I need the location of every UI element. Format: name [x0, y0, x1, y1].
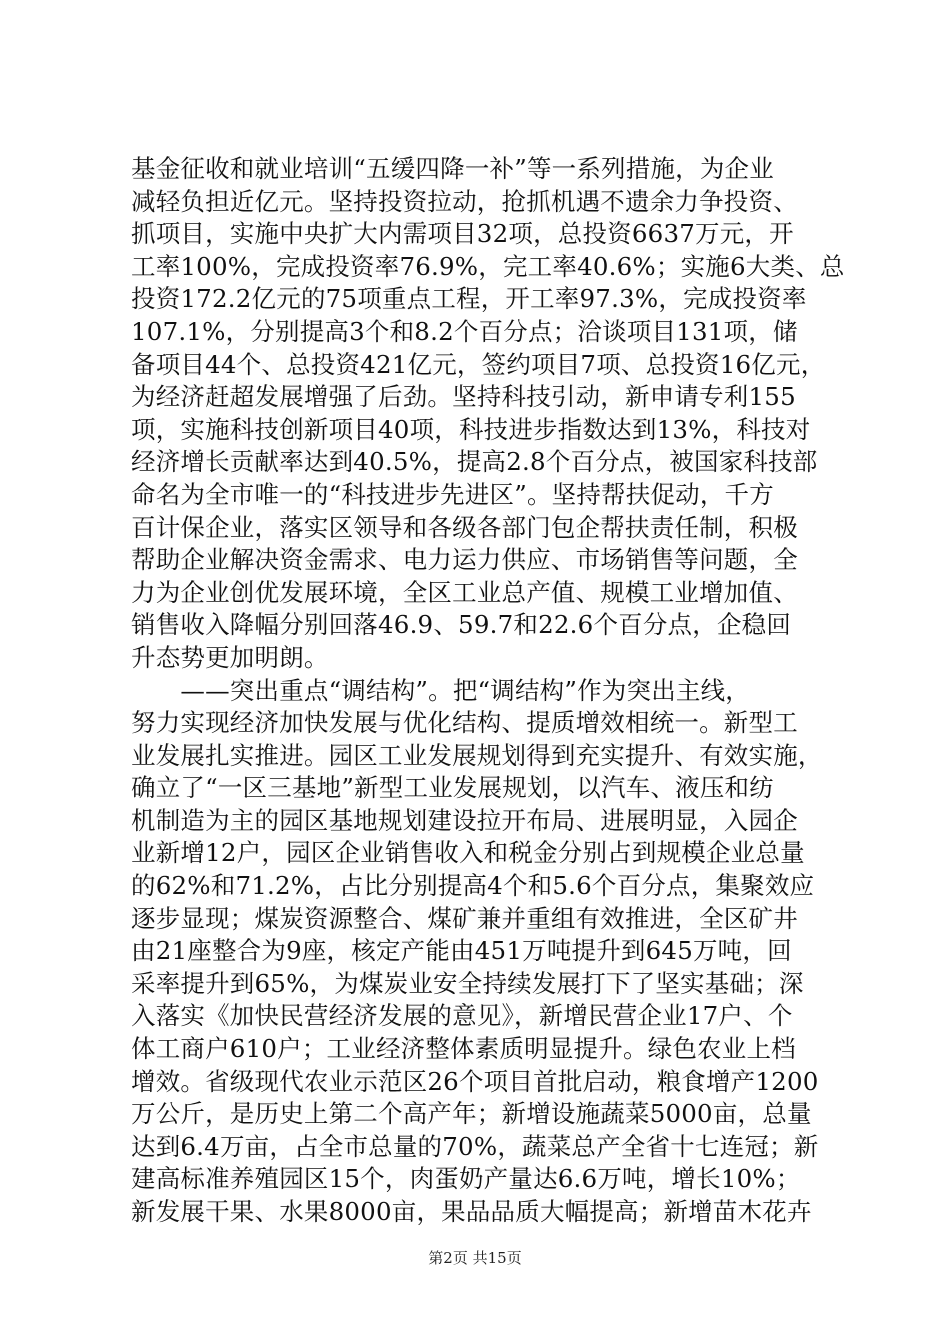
text-line: 业发展扎实推进。园区工业发展规划得到充实提升、有效实施，: [131, 740, 823, 770]
text-line: 逐步显现；煤炭资源整合、煤矿兼并重组有效推进，全区矿井: [131, 903, 798, 933]
page-number-footer: 第2页 共15页: [428, 1249, 522, 1267]
text-line: 采率提升到65%，为煤炭业安全持续发展打下了坚实基础；深: [131, 968, 804, 998]
text-line: 确立了“一区三基地”新型工业发展规划，以汽车、液压和纺: [131, 773, 774, 803]
text-line: 升态势更加明朗。: [131, 642, 329, 672]
text-line: 努力实现经济加快发展与优化结构、提质增效相统一。新型工: [131, 708, 798, 738]
text-line: 销售收入降幅分别回落46.9、59.7和22.6个百分点，企稳回: [131, 610, 792, 640]
text-line: 投资172.2亿元的75项重点工程，开工率97.3%，完成投资率: [131, 284, 807, 314]
text-line: 增效。省级现代农业示范区26个项目首批启动，粮食增产1200: [131, 1066, 819, 1096]
text-line: 万公斤，是历史上第二个高产年；新增设施蔬菜5000亩，总量: [131, 1099, 812, 1129]
text-line: 抓项目，实施中央扩大内需项目32项，总投资6637万元，开: [131, 219, 794, 249]
text-line: 备项目44个、总投资421亿元，签约项目7项、总投资16亿元，: [131, 349, 826, 379]
text-line: 命名为全市唯一的“科技进步先进区”。坚持帮扶促动，千方: [131, 479, 774, 509]
text-line: 帮助企业解决资金需求、电力运力供应、市场销售等问题，全: [131, 545, 798, 575]
text-line: 百计保企业，落实区领导和各级各部门包企帮扶责任制，积极: [131, 512, 798, 542]
text-line: 107.1%，分别提高3个和8.2个百分点；洽谈项目131项，储: [131, 316, 798, 346]
text-line: 达到6.4万亩，占全市总量的70%，蔬菜总产全省十七连冠；新: [131, 1131, 819, 1161]
text-line: 新发展干果、水果8000亩，果品品质大幅提高；新增苗木花卉: [131, 1197, 812, 1226]
text-line: 为经济赶超发展增强了后劲。坚持科技引动，新申请专利155: [131, 382, 796, 412]
text-line: 经济增长贡献率达到40.5%，提高2.8个百分点，被国家科技部: [131, 447, 818, 477]
text-line: 的62%和71.2%，占比分别提高4个和5.6个百分点，集聚效应: [131, 871, 815, 901]
text-line: 入落实《加快民营经济发展的意见》，新增民营企业17户、个: [131, 1001, 793, 1031]
text-line: 工率100%，完成投资率76.9%，完工率40.6%；实施6大类、总: [131, 251, 845, 281]
text-line: 项，实施科技创新项目40项，科技进步指数达到13%，科技对: [131, 414, 811, 444]
text-line: ——突出重点“调结构”。把“调结构”作为突出主线，: [131, 675, 750, 705]
text-line: 业新增12户，园区企业销售收入和税金分别占到规模企业总量: [131, 838, 805, 868]
text-line: 建高标准养殖园区15个，肉蛋奶产量达6.6万吨，增长10%；: [131, 1164, 801, 1194]
text-line: 基金征收和就业培训“五缓四降一补”等一系列措施，为企业: [131, 154, 774, 183]
text-line: 机制造为主的园区基地规划建设拉开布局、进展明显，入园企: [131, 805, 798, 835]
text-line: 体工商户610户；工业经济整体素质明显提升。绿色农业上档: [131, 1034, 796, 1064]
text-line: 力为企业创优发展环境，全区工业总产值、规模工业增加值、: [131, 577, 798, 607]
text-line: 由21座整合为9座，核定产能由451万吨提升到645万吨，回: [131, 936, 792, 966]
text-line: 减轻负担近亿元。坚持投资拉动，抢抓机遇不遗余力争投资、: [131, 186, 798, 216]
body-text: [131, 153, 845, 1229]
